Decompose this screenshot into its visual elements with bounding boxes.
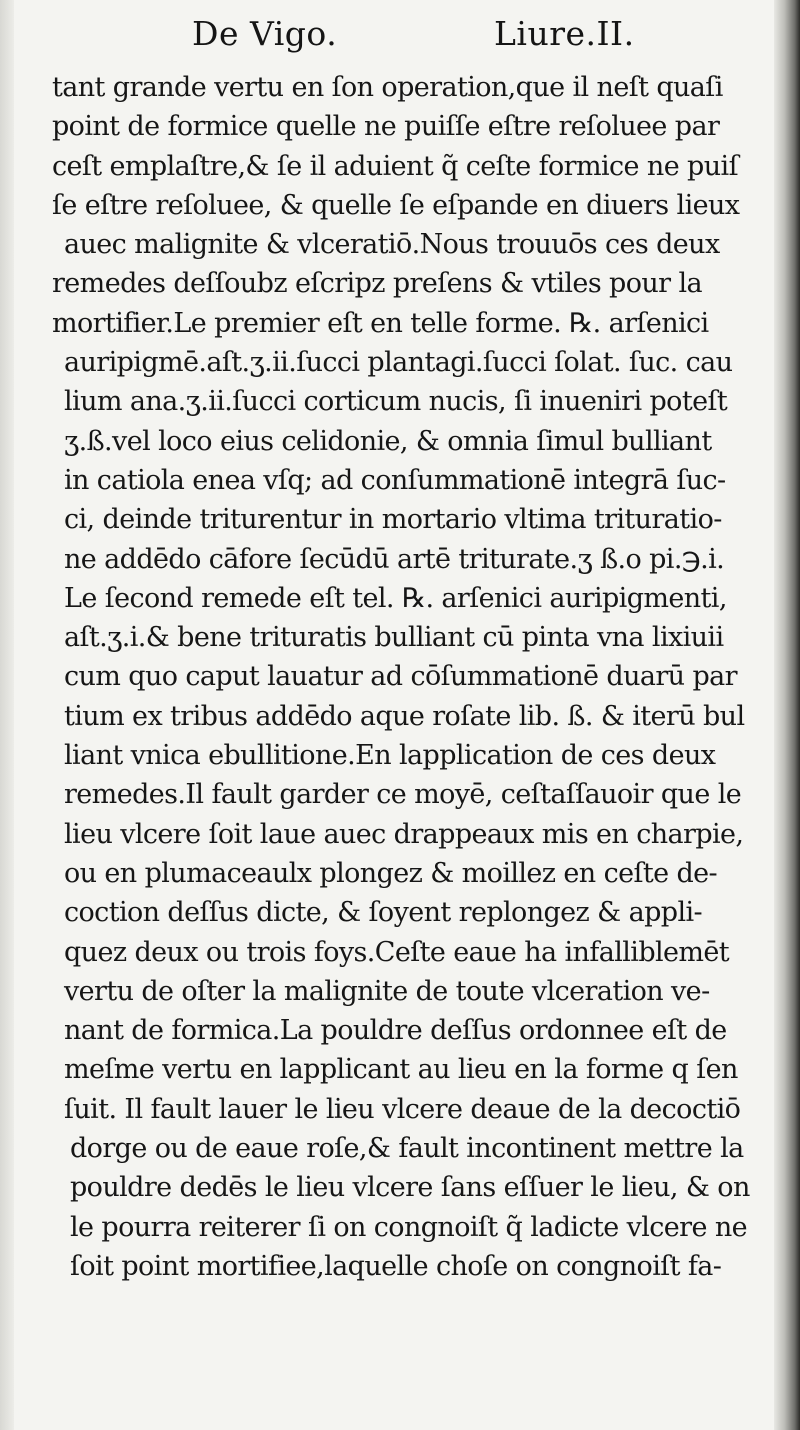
page-right-edge (774, 0, 800, 1430)
text-line: auec malignite & vlceratiō.Nous trouuōs ces deux (64, 229, 720, 261)
text-line: vertu de oſter la malignite de toute vlceration ve- (64, 975, 710, 1007)
text-line: cum quo caput lauatur ad cōſummationē duarū par (64, 661, 737, 693)
text-line: tant grande vertu en ſon operation,que il neſt quaſi (52, 72, 723, 103)
running-header (0, 14, 800, 54)
running-title-left: De Vigo. (192, 14, 338, 53)
text-line: point de formice quelle ne puiſſe eſtre reſoluee par (52, 111, 720, 143)
text-line: auripigmē.aſt.ʒ.ii.ſucci plantagi.ſucci ſolat. ſuc. cau (64, 347, 733, 379)
text-line: ſoit point mortifiee,laquelle choſe on congnoiſt fa- (70, 1250, 722, 1282)
body-text (52, 68, 764, 1286)
text-line: pouldre dedēs le lieu vlcere ſans eſſuer le lieu, & on (70, 1172, 750, 1204)
text-line: tium ex tribus addēdo aque roſate lib. ß. & iterū bul (64, 700, 745, 732)
text-line: ou en plumaceaulx plongez & moillez en ceſte de- (64, 857, 718, 889)
text-line: ci, deinde triturentur in mortario vltima trituratio- (64, 504, 722, 536)
text-line: lieu vlcere ſoit laue auec drappeaux mis en charpie, (64, 818, 744, 850)
text-line: aſt.ʒ.i.& bene trituratis bulliant cū pinta vna lixiuii (64, 622, 724, 654)
page-left-edge (0, 0, 14, 1430)
text-line: ʒ.ß.vel loco eius celidonie, & omnia ſimul bulliant (64, 425, 712, 457)
text-line: quez deux ou trois foys.Ceſte eaue ha infalliblemēt (64, 936, 730, 968)
running-title-right: Liure.II. (494, 14, 635, 53)
text-line: meſme vertu en lapplicant au lieu en la forme q ſen (64, 1054, 738, 1086)
text-line: mortifier.Le premier eſt en telle forme. ℞. arſenici (52, 307, 709, 339)
text-line: ſuit. Il fault lauer le lieu vlcere deaue de la decoctiō (64, 1093, 741, 1125)
text-line: nant de formica.La pouldre deſſus ordonnee eſt de (64, 1015, 727, 1047)
text-line: ne addēdo cāfore ſecūdū artē triturate.ʒ ß.o pi.℈.i. (64, 543, 725, 575)
text-line: remedes deſſoubz eſcripz preſens & vtiles pour la (52, 268, 703, 300)
text-line: lium ana.ʒ.ii.ſucci corticum nucis, ſi inueniri poteſt (64, 386, 728, 418)
text-line: dorge ou de eaue roſe,& fault incontinent mettre la (70, 1133, 744, 1165)
text-line: in catiola enea vſq; ad conſummationē integrā ſuc- (64, 464, 726, 496)
text-line: coction deſſus dicte, & ſoyent replongez & appli- (64, 897, 703, 929)
text-line: ceſt emplaſtre,& ſe il aduient q̃ ceſte formice ne puiſ (52, 150, 738, 182)
text-line: remedes.Il fault garder ce moyē, ceſtaſſauoir que le (64, 779, 742, 811)
text-line: liant vnica ebullitione.En lapplication de ces deux (64, 740, 716, 772)
text-line: ſe eſtre reſoluee, & quelle ſe eſpande en diuers lieux (52, 189, 740, 221)
text-line: Le ſecond remede eſt tel. ℞. arſenici auripigmenti, (64, 582, 727, 614)
text-line: le pourra reiterer ſi on congnoiſt q̃ ladicte vlcere ne (70, 1211, 748, 1243)
